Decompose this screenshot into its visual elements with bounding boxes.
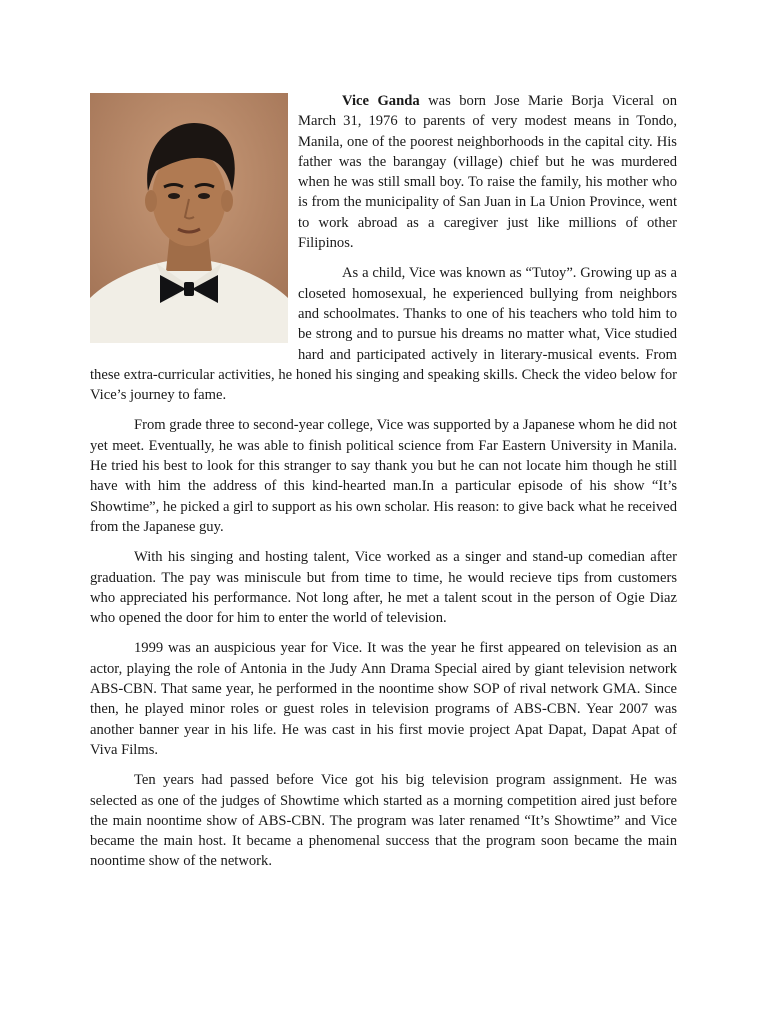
document-page <box>90 91 677 882</box>
paragraph-6: Ten years had passed before Vice got his big television program assignment. He was selected as one of the judges of Showtime which started as a morning competition aired just before the main noontime show of ABS-CBN. The program was later renamed “It’s Showtime” and Vice became the main host. It became a phenomenal success that the program soon became the main noontime show of the network. <box>90 772 677 870</box>
paragraph-2: As a child, Vice was known as “Tutoy”. Growing up as a closeted homosexual, he experienced bullying from neighbors and schoolmates. Thanks to one of his teachers who told him to be strong and to pursue his dreams no matter what, Vice studied hard and participated actively in literary-musical events. From these extra-curricular activities, he honed his singing and speaking skills. Check the video below for Vice’s journey to fame. <box>90 265 677 404</box>
portrait-photo <box>90 93 288 343</box>
paragraph-5: 1999 was an auspicious year for Vice. It was the year he first appeared on television as an actor, playing the role of Antonia in the Judy Ann Drama Special aired by giant television network ABS-CBN. That same year, he performed in the noontime show SOP of rival network GMA. Since then, he played minor roles or guest roles in television programs of ABS-CBN. Year 2007 was another banner year in his life. He was cast in his first movie project Apat Dapat, Dapat Apat of Viva Films. <box>90 640 677 758</box>
paragraph-1-text: was born Jose Marie Borja Viceral on March 31, 1976 to parents of very modest means in Tondo, Manila, one of the poorest neighborhoods in the capital city. His father was the barangay (village) chief but he was murdered when he was still small boy. To raise the family, his mother who is from the municipality of San Juan in La Union Province, went to work abroad as a caregiver just like millions of other Filipinos. <box>298 93 677 252</box>
paragraph-3: From grade three to second-year college, Vice was supported by a Japanese whom he did not yet meet. Eventually, he was able to finish political science from Far Eastern University in Manila. He tried his best to look for this stranger to say thank you but he can not locate him though he still have with him the address of this kind-hearted man.In a particular episode of his show “It’s Showtime”, he picked a girl to support as his own scholar. His reason: to give back what he received from the Japanese guy. <box>90 417 677 535</box>
paragraph-4: With his singing and hosting talent, Vice worked as a singer and stand-up comedian after graduation. The pay was miniscule but from time to time, he would recieve tips from customers who appreciated his performance. Not long after, he met a talent scout in the person of Ogie Diaz who opened the door for him to enter the world of television. <box>90 549 677 627</box>
subject-name: Vice Ganda <box>342 93 420 109</box>
portrait-photo-icon <box>90 93 288 343</box>
